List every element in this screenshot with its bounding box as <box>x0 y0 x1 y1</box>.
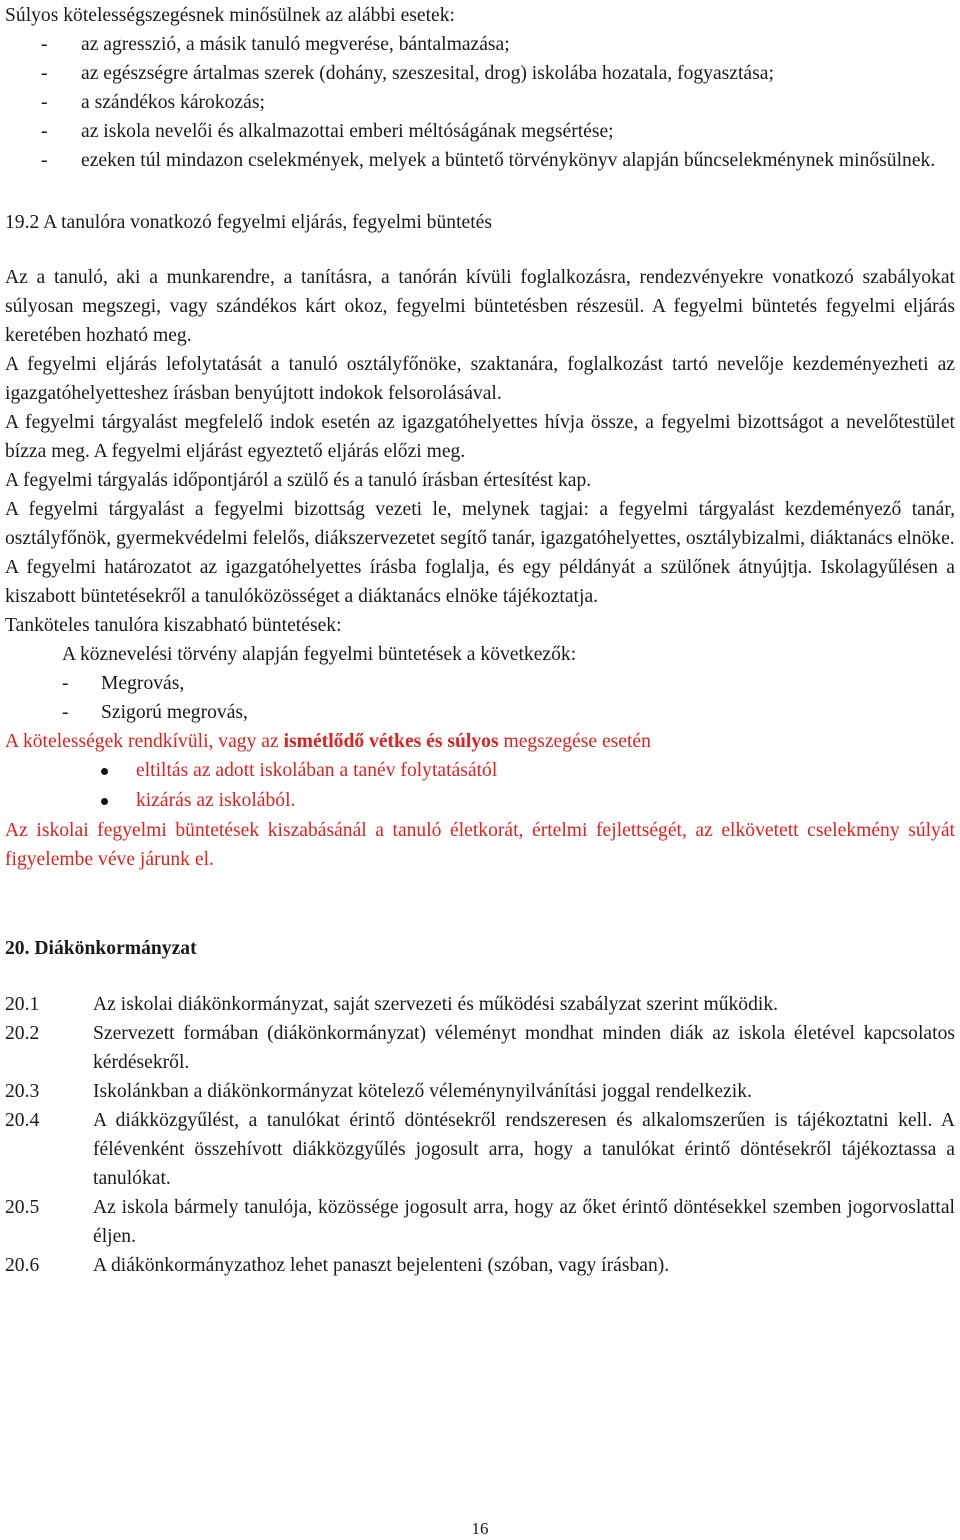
list-item <box>5 1193 955 1251</box>
penalties-law: A köznevelési törvény alapján fegyelmi büntetések a következők: <box>62 644 577 665</box>
item-number: 20.6 <box>5 1255 40 1276</box>
section-20-list <box>5 990 955 1280</box>
dash-marker: - <box>41 121 48 142</box>
list-item <box>5 1019 955 1077</box>
item-number: 20.4 <box>5 1110 40 1131</box>
dash-marker: - <box>41 34 48 55</box>
item-number: 20.5 <box>5 1197 40 1218</box>
item-text: A diákközgyűlést, a tanulókat érintő döntésekről rendszeresen és alkalomszerűen is tájékoztatni kell. A félévenként összehívott diákközgyűlés jogosult arra, hogy a tanulókat érintő döntésekről tájékoztassa a tanulókat. <box>93 1110 955 1189</box>
bullet-text: kizárás az iskolából. <box>136 790 296 811</box>
dash-marker: - <box>41 63 48 84</box>
offense-text: az egészségre ártalmas szerek (dohány, szeszesital, drog) iskolába hozatala, fogyasztása; <box>81 63 774 84</box>
list-item <box>5 1106 955 1193</box>
list-item <box>5 117 955 146</box>
item-text: Szervezett formában (diákönkormányzat) véleményt mondhat minden diák az iskola életével kapcsolatos kérdésekről. <box>93 1023 955 1073</box>
paragraph: A fegyelmi határozatot az igazgatóhelyettes írásba foglalja, és egy példányát a szülőnek átnyújtja. Iskolagyűlésen a kiszabott büntetésekről a tanulóközösséget a diáktanács elnöke tájékoztatja. <box>5 557 955 607</box>
list-item <box>5 1077 955 1106</box>
item-text: Az iskola bármely tanulója, közössége jogosult arra, hogy az őket érintő döntésekkel szemben jogorvoslattal éljen. <box>93 1197 955 1247</box>
red-condition-line <box>5 727 955 756</box>
item-text: Iskolánkban a diákönkormányzat kötelező véleménynyilvánítási joggal rendelkezik. <box>93 1081 752 1102</box>
item-number: 20.3 <box>5 1081 40 1102</box>
red-line-end: megszegése esetén <box>498 731 651 752</box>
disciplinary-paragraphs <box>5 263 955 874</box>
offense-text: az agresszió, a másik tanuló megverése, bántalmazása; <box>81 34 510 55</box>
paragraph: A fegyelmi tárgyalást a fegyelmi bizottság vezeti le, melynek tagjai: a fegyelmi tárgyalást kezdeményező tanár, osztályfőnök, gyermekvédelmi felelős, diákszervezetet segítő tanár, igazgatóhelyettes, osztálybizalmi, diáktanács elnöke. <box>5 499 955 549</box>
dash-marker: - <box>41 92 48 113</box>
dash-marker: - <box>62 673 69 694</box>
red-bullet-list <box>5 756 955 816</box>
page-number: 16 <box>471 1519 489 1538</box>
bullet-icon <box>101 798 108 805</box>
list-item <box>5 698 955 727</box>
offense-text: az iskola nevelői és alkalmazottai emberi méltóságának megsértése; <box>81 121 614 142</box>
section-heading-19-2: 19.2 A tanulóra vonatkozó fegyelmi eljárás, fegyelmi büntetés <box>5 212 492 233</box>
penalties-title: Tanköteles tanulóra kiszabható büntetések: <box>5 615 342 636</box>
dash-marker: - <box>41 150 48 171</box>
item-text: A diákönkormányzathoz lehet panaszt bejelenteni (szóban, vagy írásban). <box>93 1255 670 1276</box>
item-number: 20.2 <box>5 1023 40 1044</box>
bullet-text: eltiltás az adott iskolában a tanév folytatásától <box>136 760 498 781</box>
list-item <box>5 146 955 175</box>
item-number: 20.1 <box>5 994 40 1015</box>
offense-list <box>5 30 955 175</box>
offense-text: a szándékos károkozás; <box>81 92 265 113</box>
penalty-text: Megrovás, <box>101 673 185 694</box>
red-line-start: A kötelességek rendkívüli, vagy az <box>5 731 284 752</box>
paragraph: A fegyelmi tárgyalást megfelelő indok esetén az igazgatóhelyettes hívja össze, a fegyelmi bizottságot a nevelőtestület bízza meg. A fegyelmi eljárást egyeztető eljárás előzi meg. <box>5 412 955 462</box>
list-item <box>5 990 955 1019</box>
red-paragraph: Az iskolai fegyelmi büntetések kiszabásánál a tanuló életkorát, értelmi fejlettségét, az elkövetett cselekmény súlyát figyelembe véve járunk el. <box>5 820 955 870</box>
list-item <box>5 756 955 786</box>
penalty-text: Szigorú megrovás, <box>101 702 248 723</box>
item-text: Az iskolai diákönkormányzat, saját szervezeti és működési szabályzat szerint működik. <box>93 994 779 1015</box>
intro-text: Súlyos kötelességszegésnek minősülnek az alábbi esetek: <box>5 5 455 26</box>
list-item <box>5 786 955 816</box>
section-heading-20: 20. Diákönkormányzat <box>5 938 197 959</box>
list-item <box>5 669 955 698</box>
penalty-list <box>5 669 955 727</box>
list-item <box>5 88 955 117</box>
paragraph: Az a tanuló, aki a munkarendre, a tanításra, a tanórán kívüli foglalkozásra, rendezvényekre vonatkozó szabályokat súlyosan megszegi, vagy szándékos kárt okoz, fegyelmi büntetésben részesül. A fegyelmi büntetés fegyelmi eljárás keretében hozható meg. <box>5 267 955 346</box>
paragraph: A fegyelmi eljárás lefolytatását a tanuló osztályfőnöke, szaktanára, foglalkozást tartó nevelője kezdeményezheti az igazgatóhelyetteshez írásban benyújtott indokok felsorolásával. <box>5 354 955 404</box>
offense-text: ezeken túl mindazon cselekmények, melyek a büntető törvénykönyv alapján bűncselekménynek minősülnek. <box>81 150 936 171</box>
list-item <box>5 1251 955 1280</box>
document-page <box>5 0 955 1280</box>
red-line-bold: ismétlődő vétkes és súlyos <box>283 731 499 752</box>
list-item <box>5 59 955 88</box>
list-item <box>5 30 955 59</box>
dash-marker: - <box>62 702 69 723</box>
bullet-icon <box>101 768 108 775</box>
paragraph: A fegyelmi tárgyalás időpontjáról a szülő és a tanuló írásban értesítést kap. <box>5 470 592 491</box>
